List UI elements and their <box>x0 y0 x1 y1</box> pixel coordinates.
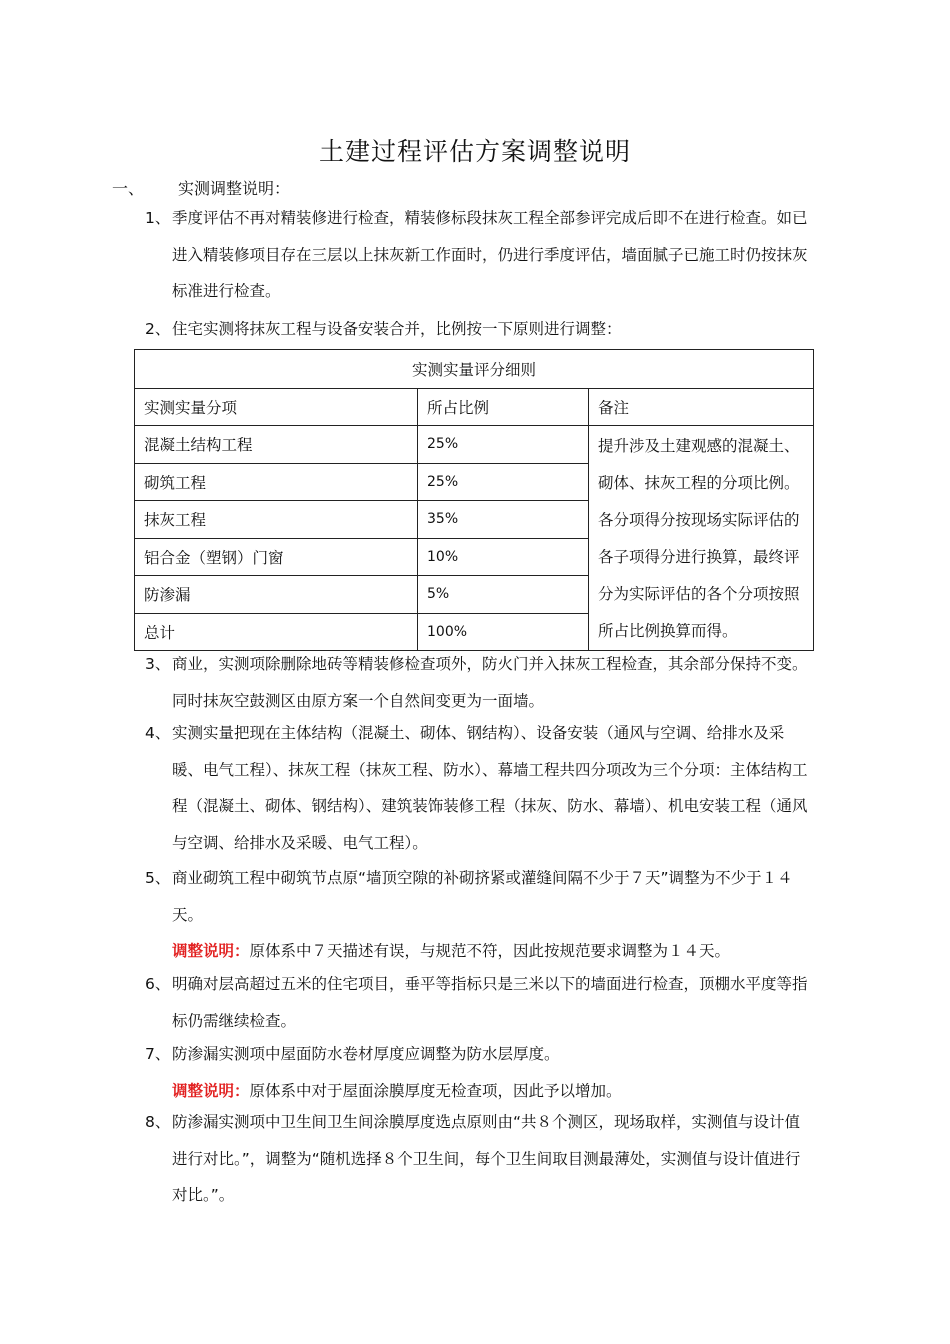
list-item-4 <box>145 715 815 861</box>
adjustment-note-label: 调整说明： <box>172 942 250 960</box>
table-cell-ratio: 100% <box>418 613 589 651</box>
item-number: 5、 <box>145 869 171 887</box>
section-heading <box>112 176 290 199</box>
table-cell-ratio: 5% <box>418 576 589 614</box>
list-item-6 <box>145 966 815 1039</box>
item-text: 防渗漏实测项中卫生间卫生间涂膜厚度选点原则由“共８个测区，现场取样，实测值与设计值进行对比。”，调整为“随机选择８个卫生间，每个卫生间取目测最薄处，实测值与设计值进行对比。”。 <box>172 1113 801 1204</box>
list-item-7 <box>145 1036 815 1109</box>
list-item-5 <box>145 860 815 970</box>
table-caption: 实测实量评分细则 <box>135 350 814 389</box>
section-title: 实测调整说明： <box>178 179 291 198</box>
list-item-8 <box>145 1104 815 1214</box>
table-cell-ratio: 25% <box>418 426 589 464</box>
item-text: 商业砌筑工程中砌筑节点原“墙顶空隙的补砌挤紧或灌缝间隔不少于７天”调整为不少于１４天。 <box>172 869 793 924</box>
table-cell-item: 混凝土结构工程 <box>135 426 418 464</box>
item-number: 2、 <box>145 320 171 338</box>
table-header-item: 实测实量分项 <box>135 389 418 426</box>
item-number: 6、 <box>145 975 171 993</box>
adjustment-note <box>145 933 815 970</box>
table-cell-ratio: 35% <box>418 501 589 539</box>
table-cell-item: 铝合金（塑钢）门窗 <box>135 538 418 576</box>
section-number: 一、 <box>112 179 145 198</box>
item-number: 4、 <box>145 724 171 742</box>
adjustment-note-text: 原体系中对于屋面涂膜厚度无检查项，因此予以增加。 <box>249 1081 622 1100</box>
table-cell-item: 砌筑工程 <box>135 463 418 501</box>
item-text: 季度评估不再对精装修进行检查，精装修标段抹灰工程全部参评完成后即不在进行检查。如已进入精装修项目存在三层以上抹灰新工作面时，仍进行季度评估，墙面腻子已施工时仍按抹灰标准进行检查。 <box>172 209 808 300</box>
table-cell-item: 抹灰工程 <box>135 501 418 539</box>
table-row <box>135 426 814 464</box>
table-cell-ratio: 10% <box>418 538 589 576</box>
table-header-ratio: 所占比例 <box>418 389 589 426</box>
adjustment-note-label: 调整说明： <box>172 1081 250 1100</box>
adjustment-note-text: 原体系中７天描述有误，与规范不符，因此按规范要求调整为１４天。 <box>249 942 731 960</box>
item-text: 明确对层高超过五米的住宅项目，垂平等指标只是三米以下的墙面进行检查，顶棚水平度等指标仍需继续检查。 <box>172 975 808 1030</box>
item-number: 1、 <box>145 209 171 227</box>
table-cell-item: 防渗漏 <box>135 576 418 614</box>
scoring-table <box>134 349 814 651</box>
item-number: 3、 <box>145 655 171 673</box>
table-header-row <box>135 389 814 426</box>
list-item-3 <box>145 646 815 719</box>
item-text: 防渗漏实测项中屋面防水卷材厚度应调整为防水层厚度。 <box>172 1045 560 1063</box>
item-text: 住宅实测将抹灰工程与设备安装合并，比例按一下原则进行调整： <box>172 320 622 338</box>
item-number: 8、 <box>145 1113 171 1131</box>
list-item-2 <box>145 311 815 348</box>
table-cell-item: 总计 <box>135 613 418 651</box>
table-note: 提升涉及土建观感的混凝土、砌体、抹灰工程的分项比例。各分项得分按现场实际评估的各子项得分进行换算，最终评分为实际评估的各个分项按照所占比例换算而得。 <box>589 426 814 651</box>
list-item-1 <box>145 200 815 310</box>
page-title: 土建过程评估方案调整说明 <box>318 137 631 166</box>
item-number: 7、 <box>145 1045 171 1063</box>
table-header-note: 备注 <box>589 389 814 426</box>
item-text: 商业，实测项除删除地砖等精装修检查项外，防火门并入抹灰工程检查，其余部分保持不变。同时抹灰空鼓测区由原方案一个自然间变更为一面墙。 <box>172 655 808 710</box>
table-cell-ratio: 25% <box>418 463 589 501</box>
item-text: 实测实量把现在主体结构（混凝土、砌体、钢结构）、设备安装（通风与空调、给排水及采暖、电气工程）、抹灰工程（抹灰工程、防水）、幕墙工程共四分项改为三个分项：主体结构工程（混凝土、砌体、钢结构）、建筑装饰装修工程（抹灰、防水、幕墙）、机电安装工程（通风与空调、给排水及采暖、电气工程）。 <box>172 724 808 852</box>
